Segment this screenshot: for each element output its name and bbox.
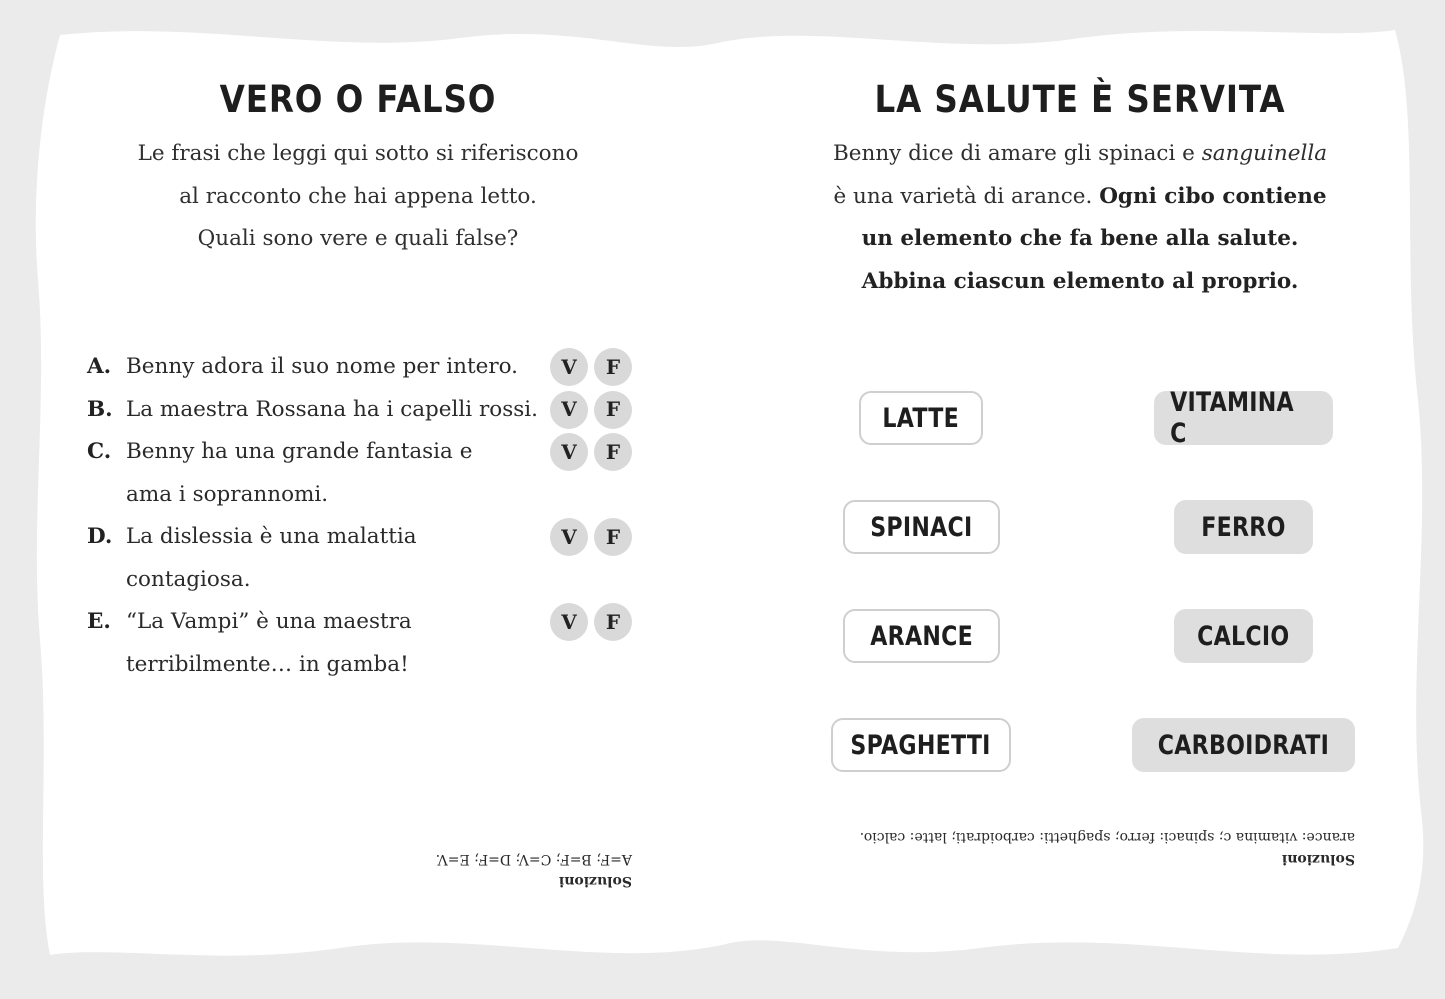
answer-buttons [550,518,632,556]
instructions-line: Quali sono vere e quali false? [197,226,519,251]
statement-letter: A. [87,354,112,379]
solutions-title: Soluzioni [1281,851,1355,867]
instructions-line [722,218,1438,261]
instructions-text: Benny dice di amare gli spinaci e [832,141,1202,166]
food-pill-spaghetti[interactable] [831,718,1011,772]
page-title: VERO O FALSO [219,78,497,121]
pill-label: FERRO [1201,511,1286,543]
statement-e [87,601,647,686]
page-title: LA SALUTE È SERVITA [874,78,1286,121]
instructions-line [722,133,1438,176]
statement-text: “La Vampi” è una maestra terribilmente… in gamba! [126,609,412,677]
solutions-upside-down [840,826,1355,870]
element-pill-calcio[interactable] [1174,609,1313,663]
instructions [722,133,1438,303]
pill-label: VITAMINA C [1170,387,1294,449]
instructions-bold: Abbina ciascun elemento al proprio. [861,268,1299,294]
false-button[interactable]: F [594,603,632,641]
statement-text: Benny ha una grande fantasia e ama i soprannomi. [126,439,473,507]
instructions-line [722,176,1438,219]
statement-a [87,346,647,389]
true-button[interactable]: V [550,603,588,641]
food-pill-latte[interactable] [859,391,983,445]
instructions-bold: un elemento che fa bene alla salute. [861,226,1299,251]
false-button[interactable]: F [594,391,632,429]
true-button[interactable]: V [550,518,588,556]
instructions-italic: sanguinella [1201,141,1328,166]
element-pill-ferro[interactable] [1174,500,1313,554]
true-button[interactable]: V [550,348,588,386]
pill-label: SPAGHETTI [850,729,992,761]
instructions-text: è una varietà di arance. [833,183,1100,209]
healthy-food-page [722,0,1445,999]
instructions [0,133,716,261]
true-button[interactable]: V [550,433,588,471]
answer-buttons [550,348,632,386]
false-button[interactable]: F [594,433,632,471]
statement-b [87,389,647,432]
pill-label: CALCIO [1197,620,1290,652]
statement-letter: C. [87,439,112,464]
statement-letter: D. [87,524,113,549]
food-pill-arance[interactable] [843,609,1000,663]
statement-letter: B. [87,396,113,422]
solutions-title: Soluzioni [558,873,632,889]
statement-text: Benny adora il suo nome per intero. [126,354,518,379]
statement-d [87,516,647,601]
solutions-text: arance: vitamina c; spinaci: ferro; spaghetti: carboidrati; latte: calcio. [859,829,1355,845]
answer-buttons [550,603,632,641]
pill-label: LATTE [882,402,960,434]
element-pill-carboidrati[interactable] [1132,718,1355,772]
statement-letter: E. [87,609,111,634]
pill-label: ARANCE [870,620,973,652]
instructions-line [722,261,1438,304]
solutions-text: A=F; B=F; C=V; D=F; E=V. [435,851,632,867]
statement-list [87,346,647,686]
instructions-bold: Ogni cibo contiene [1099,183,1327,209]
false-button[interactable]: F [594,518,632,556]
true-false-page [0,0,722,999]
pill-label: CARBOIDRATI [1157,729,1330,761]
answer-buttons [550,433,632,471]
element-pill-vitamina-c[interactable] [1154,387,1333,449]
pill-label: SPINACI [870,511,973,543]
statement-text: La dislessia è una malattia contagiosa. [126,524,417,592]
answer-buttons [550,391,632,429]
false-button[interactable]: F [594,348,632,386]
food-pill-spinaci[interactable] [843,500,1000,554]
instructions-line: Le frasi che leggi qui sotto si riferiscono [137,141,579,166]
instructions-line: al racconto che hai appena letto. [179,183,537,209]
statement-c [87,431,647,516]
solutions-upside-down [432,848,632,892]
true-button[interactable]: V [550,391,588,429]
statement-text: La maestra Rossana ha i capelli rossi. [126,396,538,422]
